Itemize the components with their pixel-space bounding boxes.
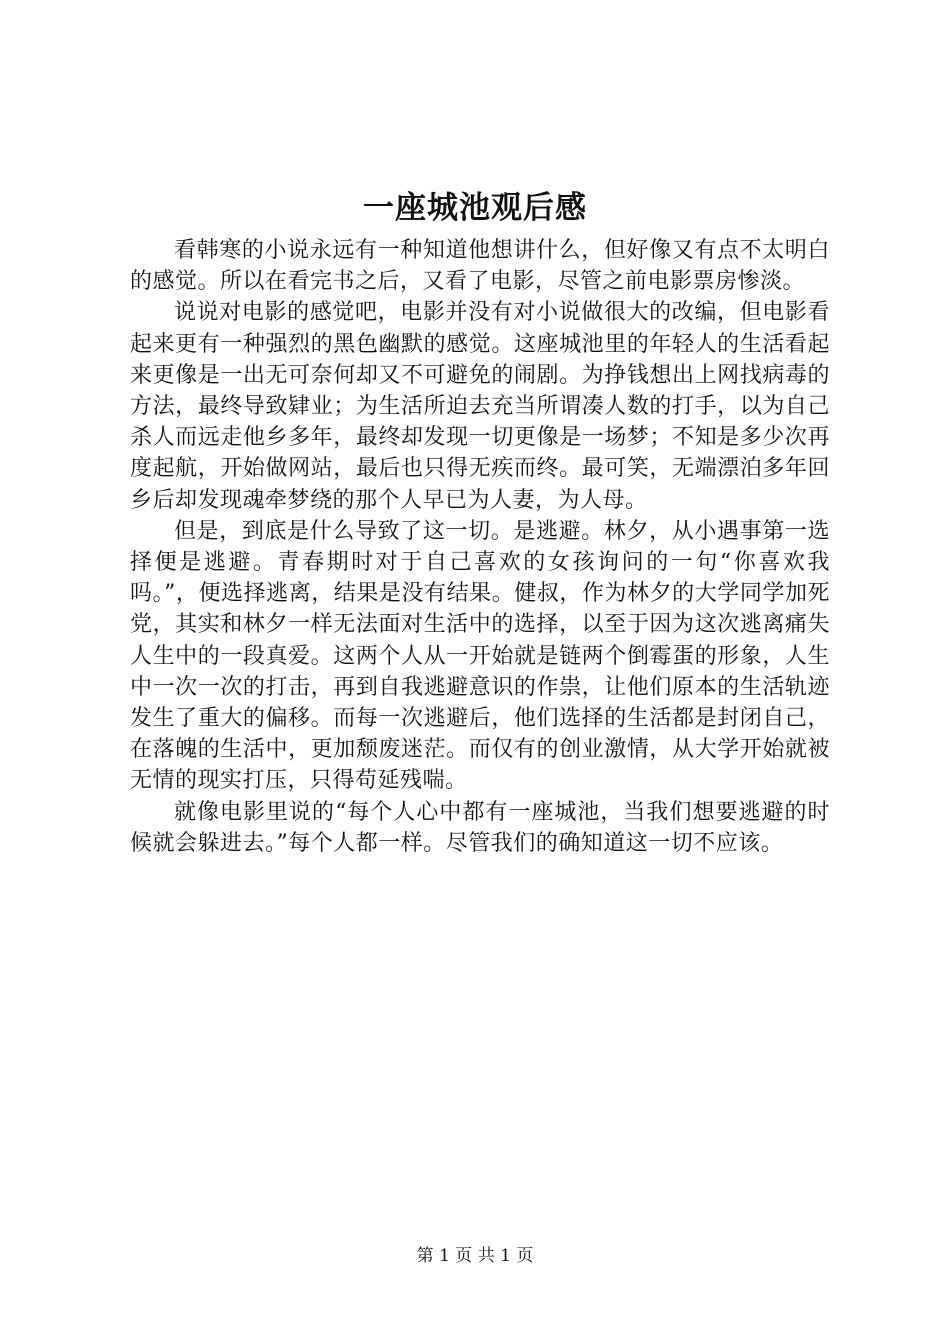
document-title: 一座城池观后感 <box>363 190 587 226</box>
page-footer: 第 1 页 共 1 页 <box>416 1246 534 1266</box>
paragraph-4: 就像电影里说的“每个人心中都有一座城池，当我们想要逃避的时候就会躲进去。”每个人都一样。尽管我们的确知道这一切不应该。 <box>130 799 830 856</box>
paragraph-2: 说说对电影的感觉吧，电影并没有对小说做很大的改编，但电影看起来更有一种强烈的黑色幽默的感觉。这座城池里的年轻人的生活看起来更像是一出无可奈何却又不可避免的闹剧。为挣钱想出上网找病毒的方法，最终导致肄业；为生活所迫去充当所谓凑人数的打手，以为自己杀人而远走他乡多年，最终却发现一切更像是一场梦；不知是多少次再度起航，开始做网站，最后也只得无疾而终。最可笑，无端漂泊多年回乡后却发现魂牵梦绕的那个人早已为人妻，为人母。 <box>130 300 830 513</box>
paragraph-1: 看韩寒的小说永远有一种知道他想讲什么，但好像又有点不太明白的感觉。所以在看完书之后，又看了电影，尽管之前电影票房惨淡。 <box>130 238 830 295</box>
paragraph-3: 但是，到底是什么导致了这一切。是逃避。林夕，从小遇事第一选择便是逃避。青春期时对于自己喜欢的女孩询问的一句“你喜欢我吗。”，便选择逃离，结果是没有结果。健叔，作为林夕的大学同学加死党，其实和林夕一样无法面对生活中的选择，以至于因为这次逃离痛失人生中的一段真爱。这两个人从一开始就是链两个倒霉蛋的形象，人生中一次一次的打击，再到自我逃避意识的作祟，让他们原本的生活轨迹发生了重大的偏移。而每一次逃避后，他们选择的生活都是封闭自己，在落魄的生活中，更加颓废迷茫。而仅有的创业激情，从大学开始就被无情的现实打压，只得苟延残喘。 <box>130 518 830 794</box>
document-body <box>130 235 830 859</box>
